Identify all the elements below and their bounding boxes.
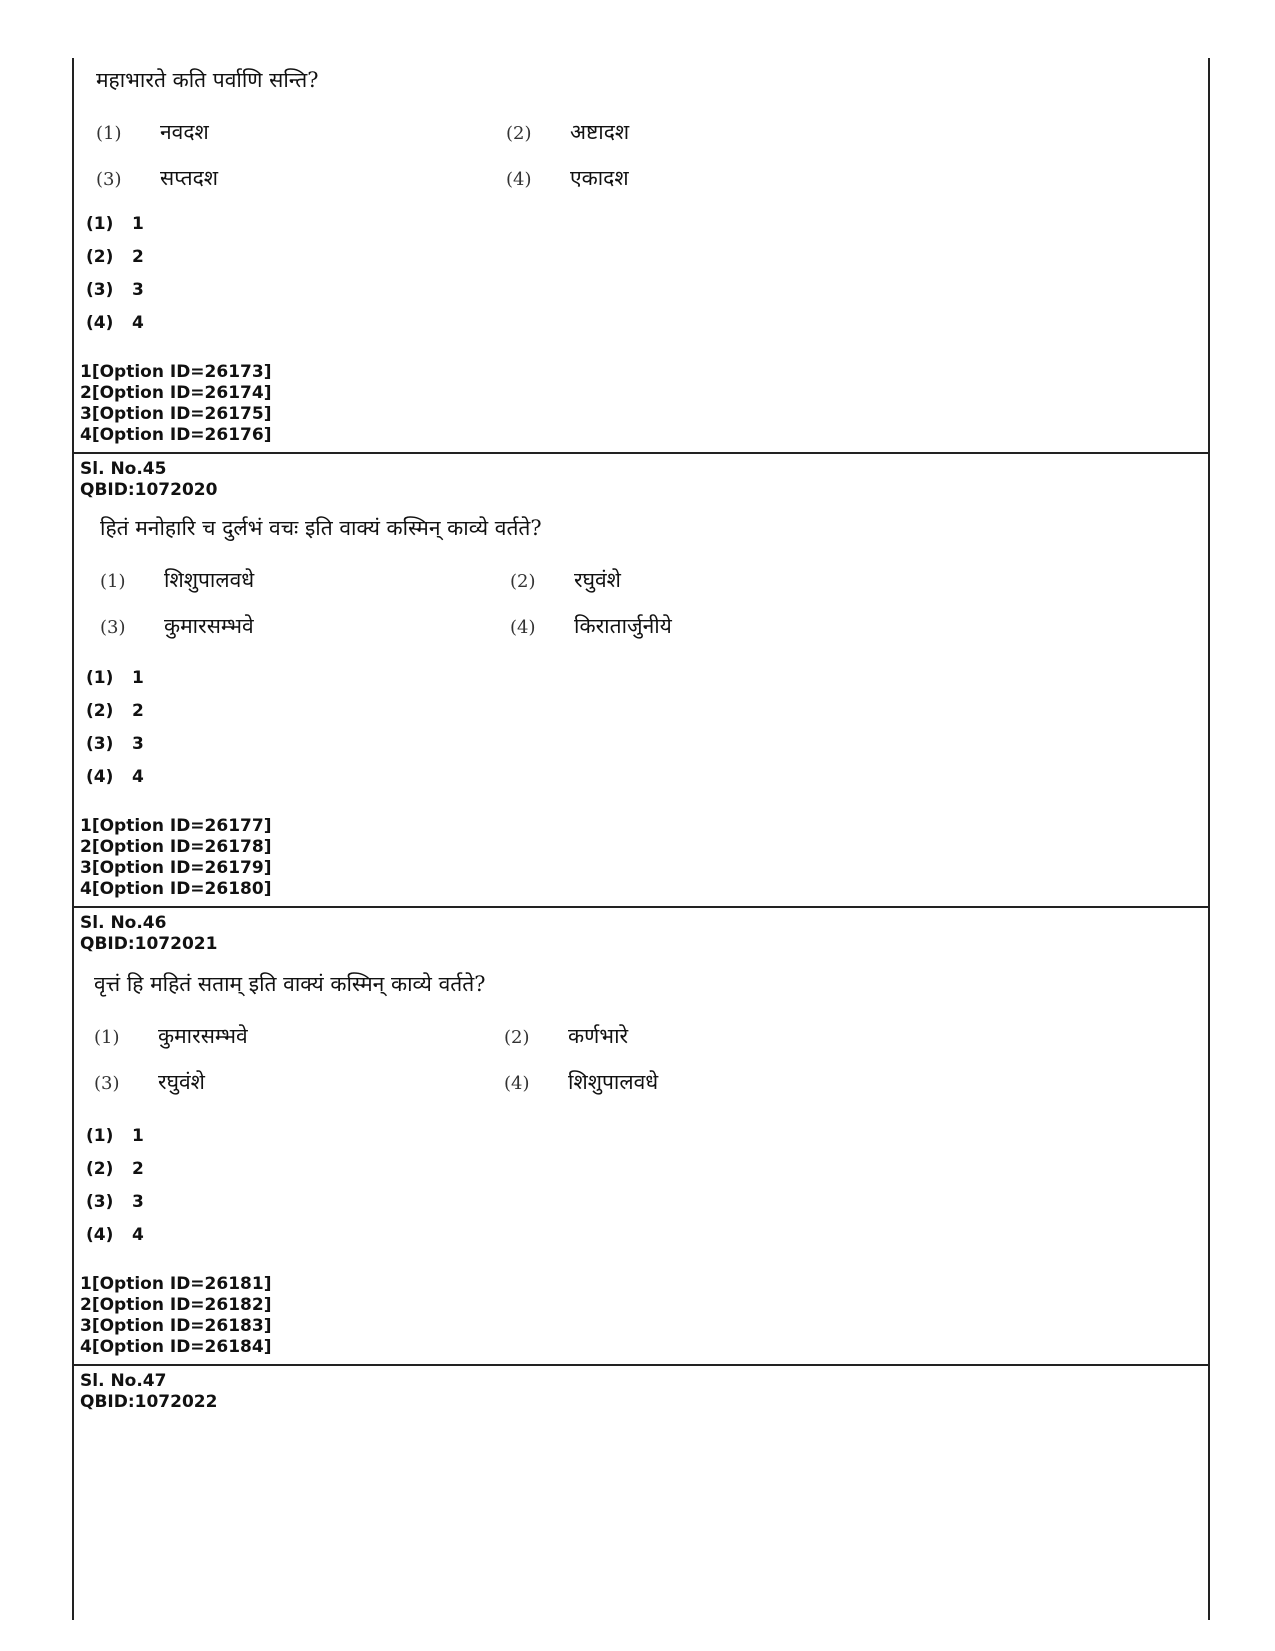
option-1: (1) कुमारसम्भवे: [94, 1024, 248, 1048]
option-1: (1) शिशुपालवधे: [100, 568, 255, 592]
option-1: (1) नवदश: [96, 120, 209, 144]
answer-choice-1: (1) 1: [86, 668, 144, 688]
answer-choice-4: (4) 4: [86, 767, 144, 787]
question-text: वृत्तं हि महितं सताम् इति वाक्यं कस्मिन् काव्ये वर्तते?: [94, 972, 486, 996]
question-text: महाभारते कति पर्वाणि सन्ति?: [96, 68, 319, 92]
option-ids: [80, 1274, 271, 1358]
option-id: 4[Option ID=26184]: [80, 1337, 272, 1357]
option-2: (2) रघुवंशे: [510, 568, 621, 592]
answer-choice-3: (3) 3: [86, 1192, 144, 1212]
option-3: (3) सप्तदश: [96, 166, 219, 190]
option-id: 1[Option ID=26173]: [80, 362, 272, 382]
qbid: QBID:1072022: [80, 1392, 218, 1412]
answer-choice-4: (4) 4: [86, 1225, 144, 1245]
answer-choice-4: (4) 4: [86, 313, 144, 333]
answer-choice-1: (1) 1: [86, 1126, 144, 1146]
answer-choice-2: (2) 2: [86, 247, 144, 267]
qbid: QBID:1072021: [80, 934, 218, 954]
option-2: (2) अष्टादश: [506, 120, 630, 144]
option-4: (4) एकादश: [506, 166, 629, 190]
question-meta: [80, 1371, 217, 1413]
option-id: 4[Option ID=26176]: [80, 425, 272, 445]
divider: [74, 452, 1208, 454]
option-3: (3) कुमारसम्भवे: [100, 614, 254, 638]
option-id: 4[Option ID=26180]: [80, 879, 272, 899]
option-id: 3[Option ID=26175]: [80, 404, 272, 424]
qbid: QBID:1072020: [80, 480, 218, 500]
answer-choice-2: (2) 2: [86, 1159, 144, 1179]
option-4: (4) किरातार्जुनीये: [510, 614, 672, 638]
divider: [74, 1364, 1208, 1366]
option-id: 3[Option ID=26179]: [80, 858, 272, 878]
option-id: 1[Option ID=26177]: [80, 816, 272, 836]
answer-choice-1: (1) 1: [86, 214, 144, 234]
serial-number: Sl. No.47: [80, 1371, 167, 1391]
option-4: (4) शिशुपालवधे: [504, 1070, 659, 1094]
serial-number: Sl. No.45: [80, 459, 167, 479]
question-meta: [80, 913, 217, 955]
option-ids: [80, 816, 271, 900]
option-id: 3[Option ID=26183]: [80, 1316, 272, 1336]
question-text: हितं मनोहारि च दुर्लभं वचः इति वाक्यं कस्मिन् काव्ये वर्तते?: [100, 516, 542, 540]
question-meta: [80, 459, 217, 501]
answer-choice-2: (2) 2: [86, 701, 144, 721]
divider: [74, 906, 1208, 908]
serial-number: Sl. No.46: [80, 913, 167, 933]
option-id: 2[Option ID=26182]: [80, 1295, 272, 1315]
option-ids: [80, 362, 271, 446]
option-id: 1[Option ID=26181]: [80, 1274, 272, 1294]
option-3: (3) रघुवंशे: [94, 1070, 205, 1094]
option-2: (2) कर्णभारे: [504, 1024, 629, 1048]
option-id: 2[Option ID=26178]: [80, 837, 272, 857]
question-paper-frame: [72, 58, 1210, 1620]
option-id: 2[Option ID=26174]: [80, 383, 272, 403]
answer-choice-3: (3) 3: [86, 734, 144, 754]
answer-choice-3: (3) 3: [86, 280, 144, 300]
